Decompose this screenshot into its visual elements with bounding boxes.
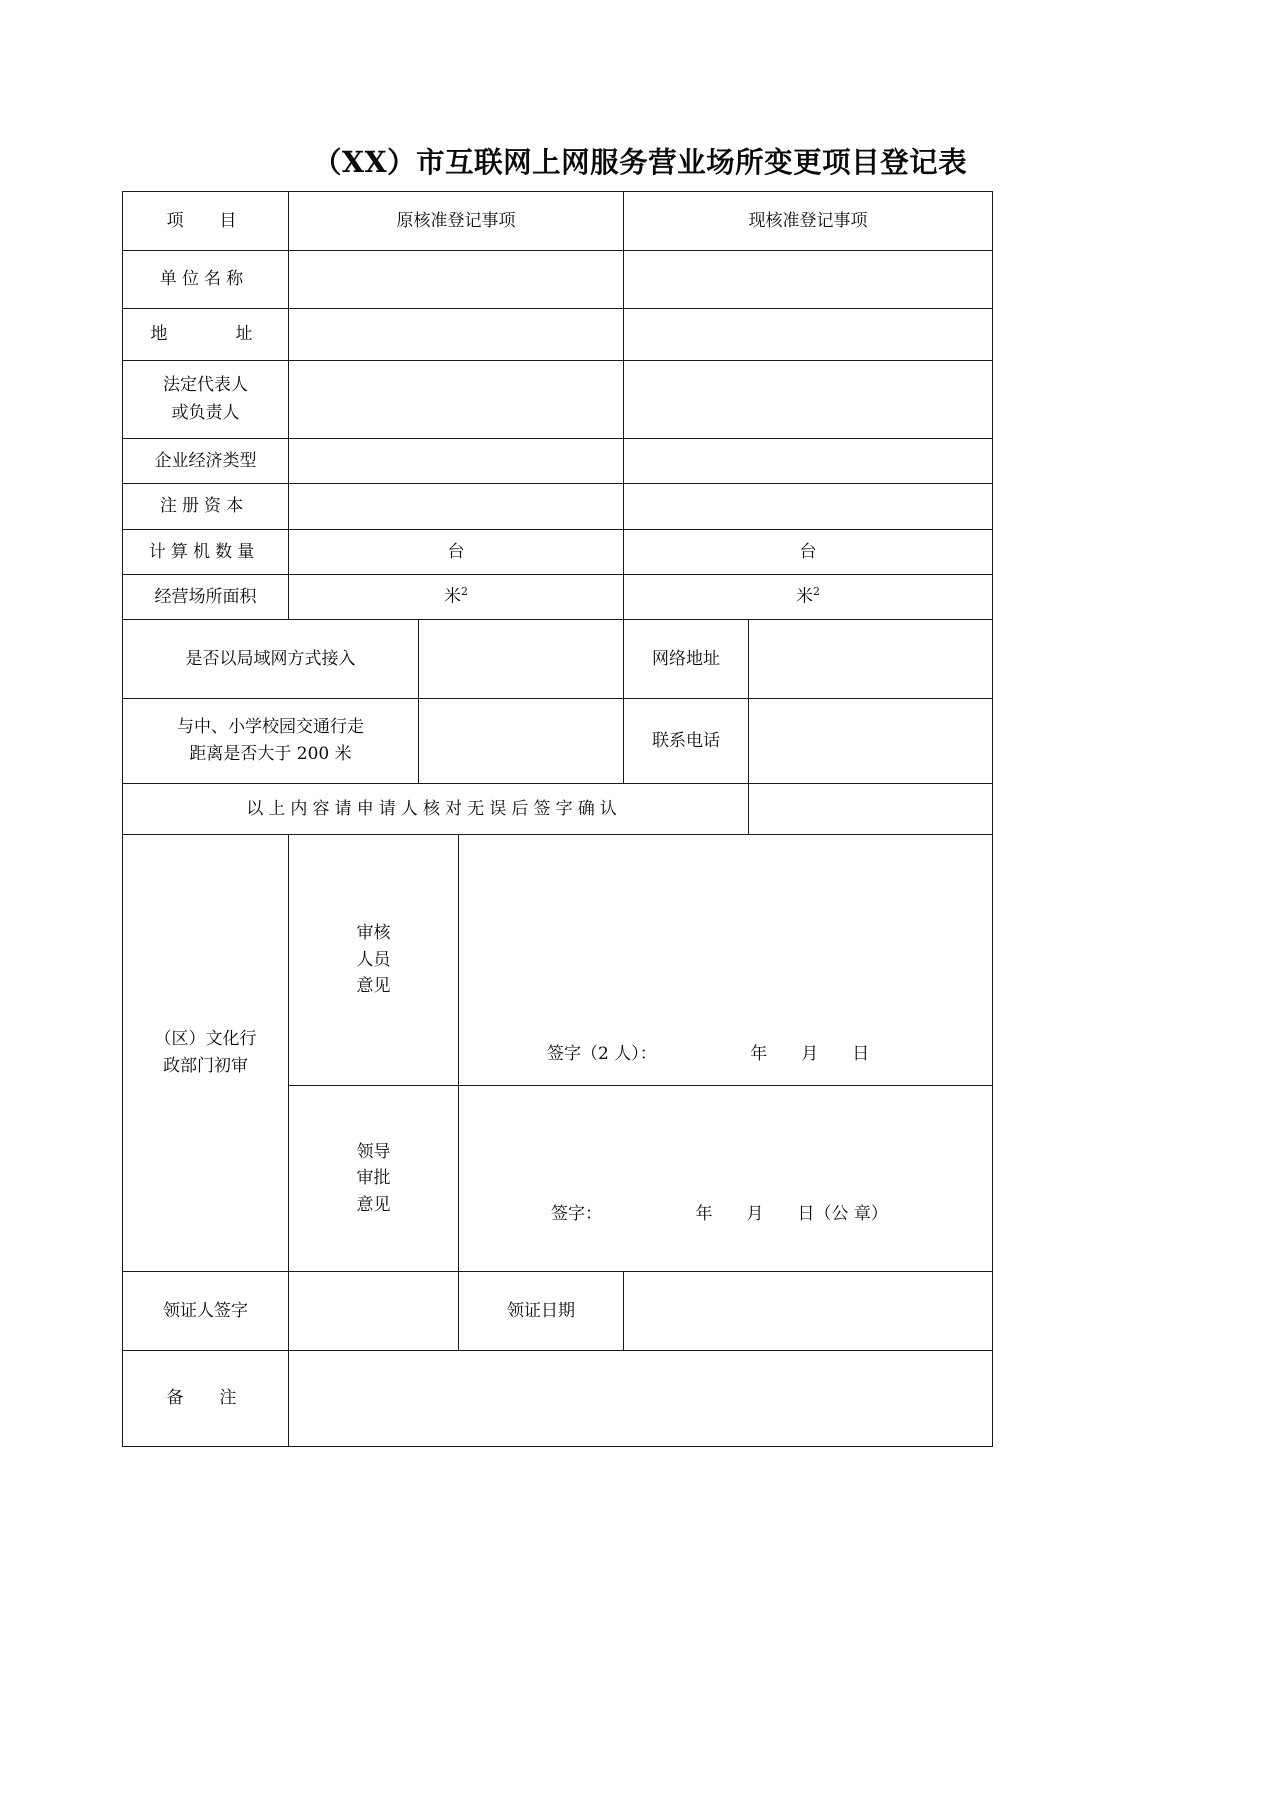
row-label-school-distance (123, 699, 419, 784)
header-item-label: 项 目 (166, 210, 246, 231)
label-text (123, 1026, 288, 1080)
applicant-confirm-text-cell (123, 784, 749, 835)
field-receipt-signature-value[interactable] (289, 1272, 459, 1351)
table-row (123, 439, 993, 484)
leader-approval-writing-area[interactable] (459, 1097, 992, 1202)
label-text: 领证人签字 (163, 1300, 248, 1321)
unit-text-tai: 台 (447, 541, 465, 562)
label-char-1: 审核 (356, 923, 391, 944)
row-label-remarks (123, 1351, 289, 1447)
table-row-staff-opinion (123, 835, 993, 1086)
label-text (289, 1139, 458, 1218)
field-contact-phone-value[interactable] (749, 699, 993, 784)
row-label-network-address (624, 620, 749, 699)
label-text: 企业经济类型 (154, 450, 257, 471)
staff-opinion-writing-area[interactable] (459, 872, 992, 1042)
field-economic-type-current[interactable] (624, 439, 993, 484)
label-text: 网络地址 (652, 648, 721, 669)
label-text: 备 注 (166, 1388, 246, 1409)
field-lan-access-value[interactable] (419, 620, 624, 699)
label-text: 单位名称 (159, 269, 249, 290)
field-computer-count-current[interactable] (624, 530, 993, 575)
table-row (123, 309, 993, 361)
header-cell-original (289, 192, 624, 251)
row-label-address (123, 309, 289, 361)
field-leader-approval-content[interactable] (459, 1086, 993, 1272)
field-unit-name-original[interactable] (289, 251, 624, 309)
staff-signature-line[interactable]: 签字（2 人）： 年 月 日 (547, 1044, 870, 1065)
row-label-computer-count (123, 530, 289, 575)
table-row (123, 575, 993, 620)
label-char-2: 人员 (356, 949, 391, 970)
row-label-legal-representative (123, 361, 289, 439)
field-economic-type-original[interactable] (289, 439, 624, 484)
header-cell-item (123, 192, 289, 251)
unit-superscript: 2 (461, 585, 468, 599)
unit-text-meter: 米 (444, 587, 461, 607)
table-row-applicant-confirm (123, 784, 993, 835)
label-text: 计算机数量 (148, 541, 260, 562)
label-char-3: 意见 (356, 976, 391, 997)
label-char-3: 意见 (356, 1194, 391, 1215)
unit-text-meter: 米 (796, 587, 814, 607)
row-label-contact-phone (624, 699, 749, 784)
field-registered-capital-current[interactable] (624, 484, 993, 530)
leader-signature-line[interactable]: 签字： 年 月 日（公 章） (551, 1204, 888, 1225)
field-unit-name-current[interactable] (624, 251, 993, 309)
field-address-original[interactable] (289, 309, 624, 361)
field-business-area-current[interactable] (624, 575, 993, 620)
field-receipt-date-value[interactable] (624, 1272, 993, 1351)
registration-form-table (122, 191, 993, 1447)
table-header-row (123, 192, 993, 251)
field-school-distance-value[interactable] (419, 699, 624, 784)
label-text: 联系电话 (652, 730, 721, 751)
field-registered-capital-original[interactable] (289, 484, 624, 530)
label-text: 经营场所面积 (154, 586, 257, 607)
label-char-2: 审批 (356, 1168, 391, 1189)
table-row-lan-access (123, 620, 993, 699)
label-line-1: 与中、小学校园交通行走 (177, 716, 364, 737)
field-network-address-value[interactable] (749, 620, 993, 699)
field-computer-count-original[interactable] (289, 530, 624, 575)
page-title: （XX）市互联网上网服务营业场所变更项目登记表 (312, 145, 968, 179)
table-row-receipt (123, 1272, 993, 1351)
row-label-staff-opinion (289, 835, 459, 1086)
field-legal-representative-current[interactable] (624, 361, 993, 439)
unit-superscript: 2 (813, 585, 821, 599)
table-row (123, 484, 993, 530)
row-label-lan-access (123, 620, 419, 699)
row-label-receipt-date (459, 1272, 624, 1351)
row-label-registered-capital (123, 484, 289, 530)
label-text (123, 372, 288, 426)
table-row-remarks (123, 1351, 993, 1447)
label-text: 是否以局域网方式接入 (185, 648, 356, 669)
label-text (289, 920, 458, 999)
field-business-area-original[interactable] (289, 575, 624, 620)
table-row (123, 530, 993, 575)
row-label-receipt-signature (123, 1272, 289, 1351)
label-text: 以上内容请申请人核对无误后签字确认 (246, 798, 622, 819)
field-staff-opinion-content[interactable] (459, 835, 993, 1086)
label-line-1: （区）文化行 (154, 1028, 257, 1049)
field-address-current[interactable] (624, 309, 993, 361)
label-text (123, 714, 418, 768)
row-label-business-area (123, 575, 289, 620)
header-current-label: 现核准登记事项 (748, 210, 868, 231)
table-row-school-distance (123, 699, 993, 784)
table-row (123, 251, 993, 309)
field-legal-representative-original[interactable] (289, 361, 624, 439)
label-line-2: 政部门初审 (163, 1056, 248, 1076)
unit-text-tai: 台 (799, 541, 817, 562)
row-label-leader-approval (289, 1086, 459, 1272)
header-original-label: 原核准登记事项 (396, 210, 516, 231)
table-row (123, 361, 993, 439)
label-text: 地 址 (150, 324, 278, 345)
label-text: 注册资本 (159, 496, 249, 517)
label-char-1: 领导 (356, 1141, 391, 1162)
label-text: 领证日期 (507, 1300, 575, 1321)
row-label-unit-name (123, 251, 289, 309)
field-remarks-value[interactable] (289, 1351, 993, 1447)
label-line-1: 法定代表人 (163, 375, 248, 396)
field-applicant-signature[interactable] (749, 784, 993, 835)
label-line-2: 或负责人 (171, 402, 240, 423)
header-cell-current (624, 192, 993, 251)
row-label-district-culture-department (123, 835, 289, 1272)
label-line-2: 距离是否大于 200 米 (189, 744, 352, 764)
row-label-economic-type (123, 439, 289, 484)
